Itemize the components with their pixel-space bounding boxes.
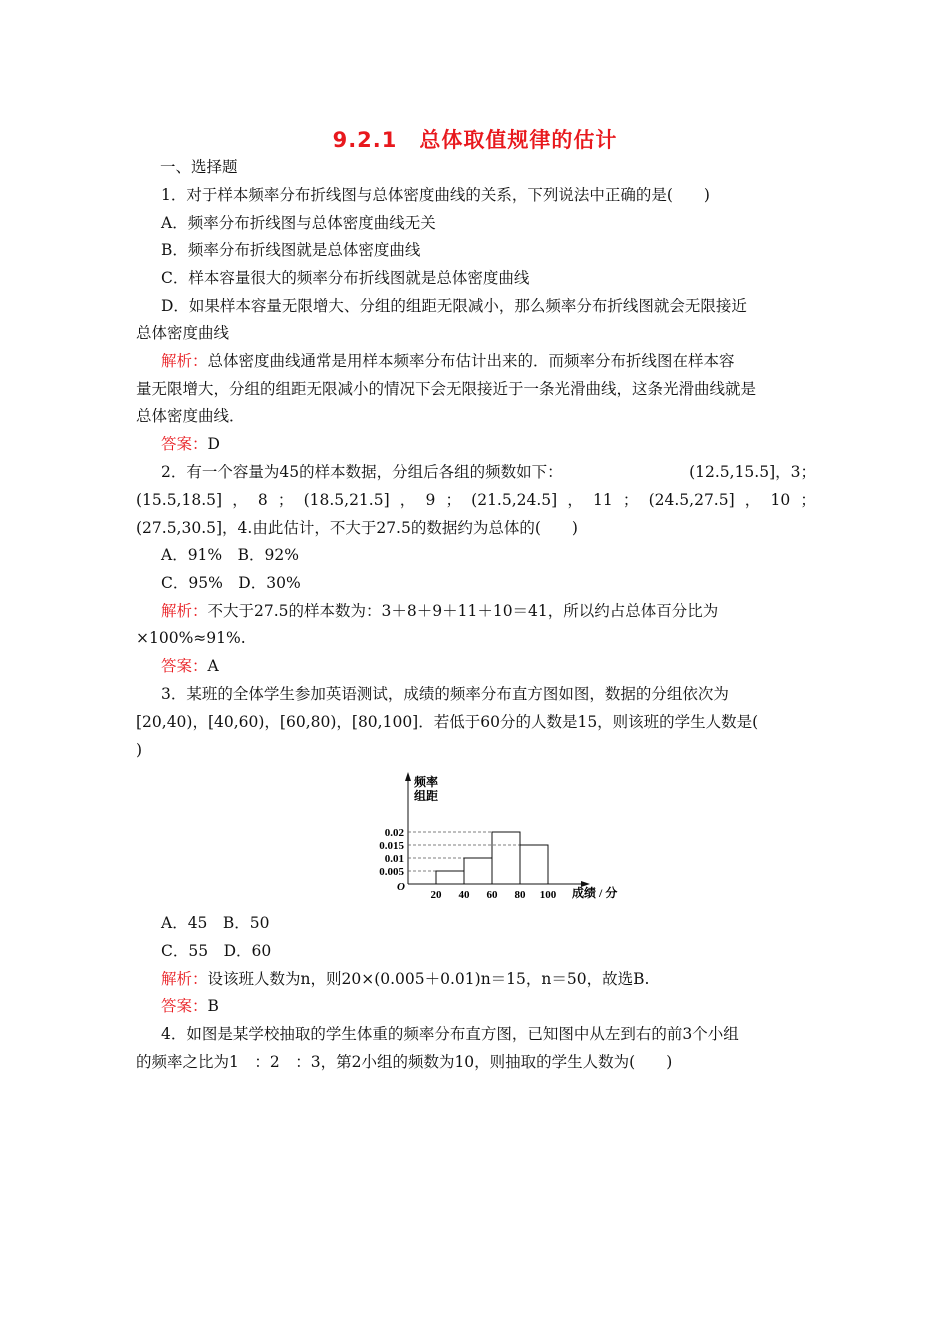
y-tick-label: 0.02 — [384, 827, 404, 839]
histogram-bar — [492, 832, 520, 884]
q1-option-a: A．频率分布折线图与总体密度曲线无关 — [161, 214, 436, 232]
y-axis-label-bottom: 组距 — [414, 789, 439, 803]
q2-answer-value: A — [207, 657, 219, 675]
q1-answer — [161, 434, 841, 454]
q2-explanation-text: 不大于27.5的样本数为：3＋8＋9＋11＋10＝41，所以约占总体百分比为 — [207, 602, 719, 620]
q2-group: (21.5,24.5] — [471, 491, 558, 509]
frequency-histogram — [360, 768, 640, 908]
q2-group: (18.5,21.5] — [303, 491, 390, 509]
page-title: 9.2.1 总体取值规律的估计 — [332, 128, 618, 152]
origin-label: O — [397, 881, 405, 893]
q2-options-ab: A．91% B．92% — [161, 546, 299, 564]
q2-stem-line1 — [161, 462, 816, 482]
q4-stem-line2: 的频率之比为1 ：2 ：3，第2小组的频数为10，则抽取的学生人数为( ) — [136, 1053, 673, 1071]
y-tick-label: 0.015 — [379, 840, 404, 852]
y-axis-label-top: 频率 — [414, 775, 439, 789]
q2-stem-line3: (27.5,30.5]，4.由此估计，不大于27.5的数据约为总体的( ) — [136, 519, 578, 537]
q3-options-ab: A．45 B．50 — [161, 914, 270, 932]
q2-group: (15.5,18.5] — [136, 491, 223, 509]
q2-sep: ， — [399, 491, 416, 509]
q2-group: (24.5,27.5] — [648, 491, 735, 509]
q2-freq: 11 — [593, 491, 613, 509]
q1-explanation-text: 总体密度曲线通常是用样本频率分布估计出来的．而频率分布折线图在样本容 — [207, 352, 735, 370]
q2-sep: ； — [800, 491, 816, 509]
q1-option-d-line2: 总体密度曲线 — [136, 324, 230, 342]
x-tick-label: 60 — [486, 889, 498, 901]
section-heading: 一、选择题 — [160, 158, 238, 176]
q1-explanation-line3: 总体密度曲线． — [136, 407, 245, 425]
q2-stem-text: 2．有一个容量为45的样本数据，分组后各组的频数如下： — [161, 463, 563, 481]
q2-sep: ； — [277, 491, 294, 509]
explanation-label: 解析： — [161, 970, 208, 988]
q2-group-1: (12.5,15.5]，3； — [689, 463, 816, 481]
x-tick-label: 40 — [458, 889, 470, 901]
explanation-label: 解析： — [161, 602, 208, 620]
q2-freq: 9 — [425, 491, 436, 509]
q1-answer-value: D — [207, 435, 220, 453]
answer-label: 答案： — [161, 657, 208, 675]
histogram-bar — [520, 845, 548, 884]
q2-freq: 10 — [770, 491, 791, 509]
q1-explanation-line1 — [161, 351, 841, 371]
q3-stem-line1: 3．某班的全体学生参加英语测试，成绩的频率分布直方图如图，数据的分组依次为 — [161, 685, 729, 703]
x-axis-label: 成绩 / 分 — [572, 886, 618, 900]
q3-stem-line2: [20,40)，[40,60)，[60,80)，[80,100]．若低于60分的人数是15，则该班的学生人数是( — [136, 713, 759, 731]
y-axis-arrow — [405, 772, 411, 781]
q2-sep: ， — [744, 491, 761, 509]
q3-options-cd: C．55 D．60 — [161, 942, 272, 960]
q2-explanation-line2: ×100%≈91%. — [136, 629, 246, 647]
q2-answer — [161, 656, 841, 676]
histogram-bar — [436, 871, 464, 884]
q3-answer-value: B — [207, 997, 219, 1015]
q2-explanation-line1 — [161, 601, 841, 621]
x-tick-label: 100 — [539, 889, 557, 901]
x-tick-label: 80 — [514, 889, 526, 901]
q1-option-c: C．样本容量很大的频率分布折线图就是总体密度曲线 — [161, 269, 530, 287]
q1-option-d-line1: D．如果样本容量无限增大、分组的组距无限减小，那么频率分布折线图就会无限接近 — [161, 297, 747, 315]
q3-answer — [161, 996, 841, 1016]
q3-explanation — [161, 969, 841, 989]
q2-freq: 8 — [257, 491, 268, 509]
answer-label: 答案： — [161, 997, 208, 1015]
answer-label: 答案： — [161, 435, 208, 453]
q3-stem-line3: ) — [136, 741, 143, 759]
q2-sep: ， — [232, 491, 248, 509]
explanation-label: 解析： — [161, 352, 208, 370]
x-tick-label: 20 — [430, 889, 442, 901]
y-tick-label: 0.005 — [379, 866, 404, 878]
q1-explanation-line2: 量无限增大，分组的组距无限减小的情况下会无限接近于一条光滑曲线，这条光滑曲线就是 — [136, 380, 757, 398]
q4-stem-line1: 4．如图是某学校抽取的学生体重的频率分布直方图，已知图中从左到右的前3个小组 — [161, 1025, 739, 1043]
q2-options-cd: C．95% D．30% — [161, 574, 301, 592]
q2-sep: ； — [445, 491, 461, 509]
q1-stem: 1．对于样本频率分布折线图与总体密度曲线的关系，下列说法中正确的是( ) — [161, 186, 710, 204]
y-tick-label: 0.01 — [384, 853, 404, 865]
q2-stem-line2 — [136, 490, 816, 510]
q3-explanation-text: 设该班人数为n，则20×(0.005＋0.01)n＝15，n＝50，故选B. — [207, 970, 650, 988]
q1-option-b: B．频率分布折线图就是总体密度曲线 — [161, 241, 421, 259]
histogram-bar — [464, 858, 492, 884]
q2-sep: ， — [567, 491, 583, 509]
q2-sep: ； — [622, 491, 639, 509]
